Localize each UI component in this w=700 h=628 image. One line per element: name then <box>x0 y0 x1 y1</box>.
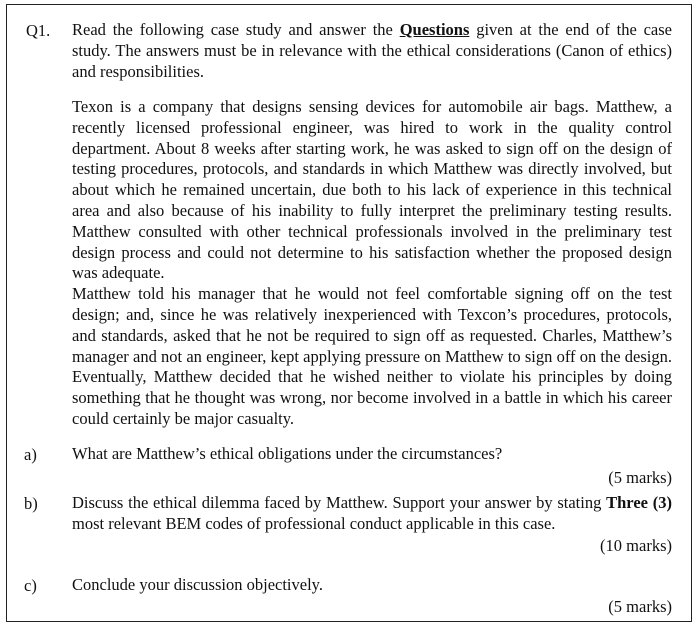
instruction-text <box>72 20 672 82</box>
instruction-post: given at the end of the case study. The answers must be in relevance with the ethical considerations (Canon of ethics) and responsibilities. <box>72 20 672 81</box>
question-b-pre: Discuss the ethical dilemma faced by Matthew. Support your answer by stating <box>72 493 607 512</box>
question-a-marks: (5 marks) <box>608 468 672 487</box>
question-c-marks: (5 marks) <box>608 597 672 616</box>
question-b-text <box>72 493 672 535</box>
case-study <box>72 97 672 430</box>
question-b-post: most relevant BEM codes of professional conduct applicable in this case. <box>72 513 556 533</box>
question-b-bold: Three (3) <box>606 493 672 512</box>
question-b-marks: (10 marks) <box>600 536 672 555</box>
question-b-label: b) <box>24 494 38 513</box>
instruction-emphasis: Questions <box>399 20 470 39</box>
question-c-text: Conclude your discussion objectively. <box>72 575 323 594</box>
question-c-label: c) <box>24 576 37 595</box>
question-number: Q1. <box>26 21 51 40</box>
case-paragraph-1: Texon is a company that designs sensing devices for automobile air bags. Matthew, a recently licensed professional engineer, was hired to work in the quality control department. About 8 weeks after starting work, he was asked to sign off on the design of testing procedures, protocols, and standards in which Matthew was directly involved, but about which he remained uncertain, due both to his lack of experience in this technical area and also because of his inability to fully interpret the preliminary testing results. Matthew consulted with other technical professionals involved in the preliminary test design process and could not determine to his satisfaction whether the proposed design was adequate. <box>72 97 672 283</box>
question-a-text: What are Matthew’s ethical obligations under the circumstances? <box>72 444 503 463</box>
case-paragraph-2: Matthew told his manager that he would not feel comfortable signing off on the test design; and, since he was relatively inexperienced with Texcon’s procedures, protocols, and standards, asked that he not be required to sign off as requested. Charles, Matthew’s manager and not an engineer, kept applying pressure on Matthew to sign off on the design. Eventually, Matthew decided that he wished neither to violate his principles by doing something that he thought was wrong, nor become involved in a battle in which his career could certainly be major casualty. <box>72 284 672 428</box>
question-a-label: a) <box>24 445 37 464</box>
instruction-pre: Read the following case study and answer the <box>72 20 400 39</box>
